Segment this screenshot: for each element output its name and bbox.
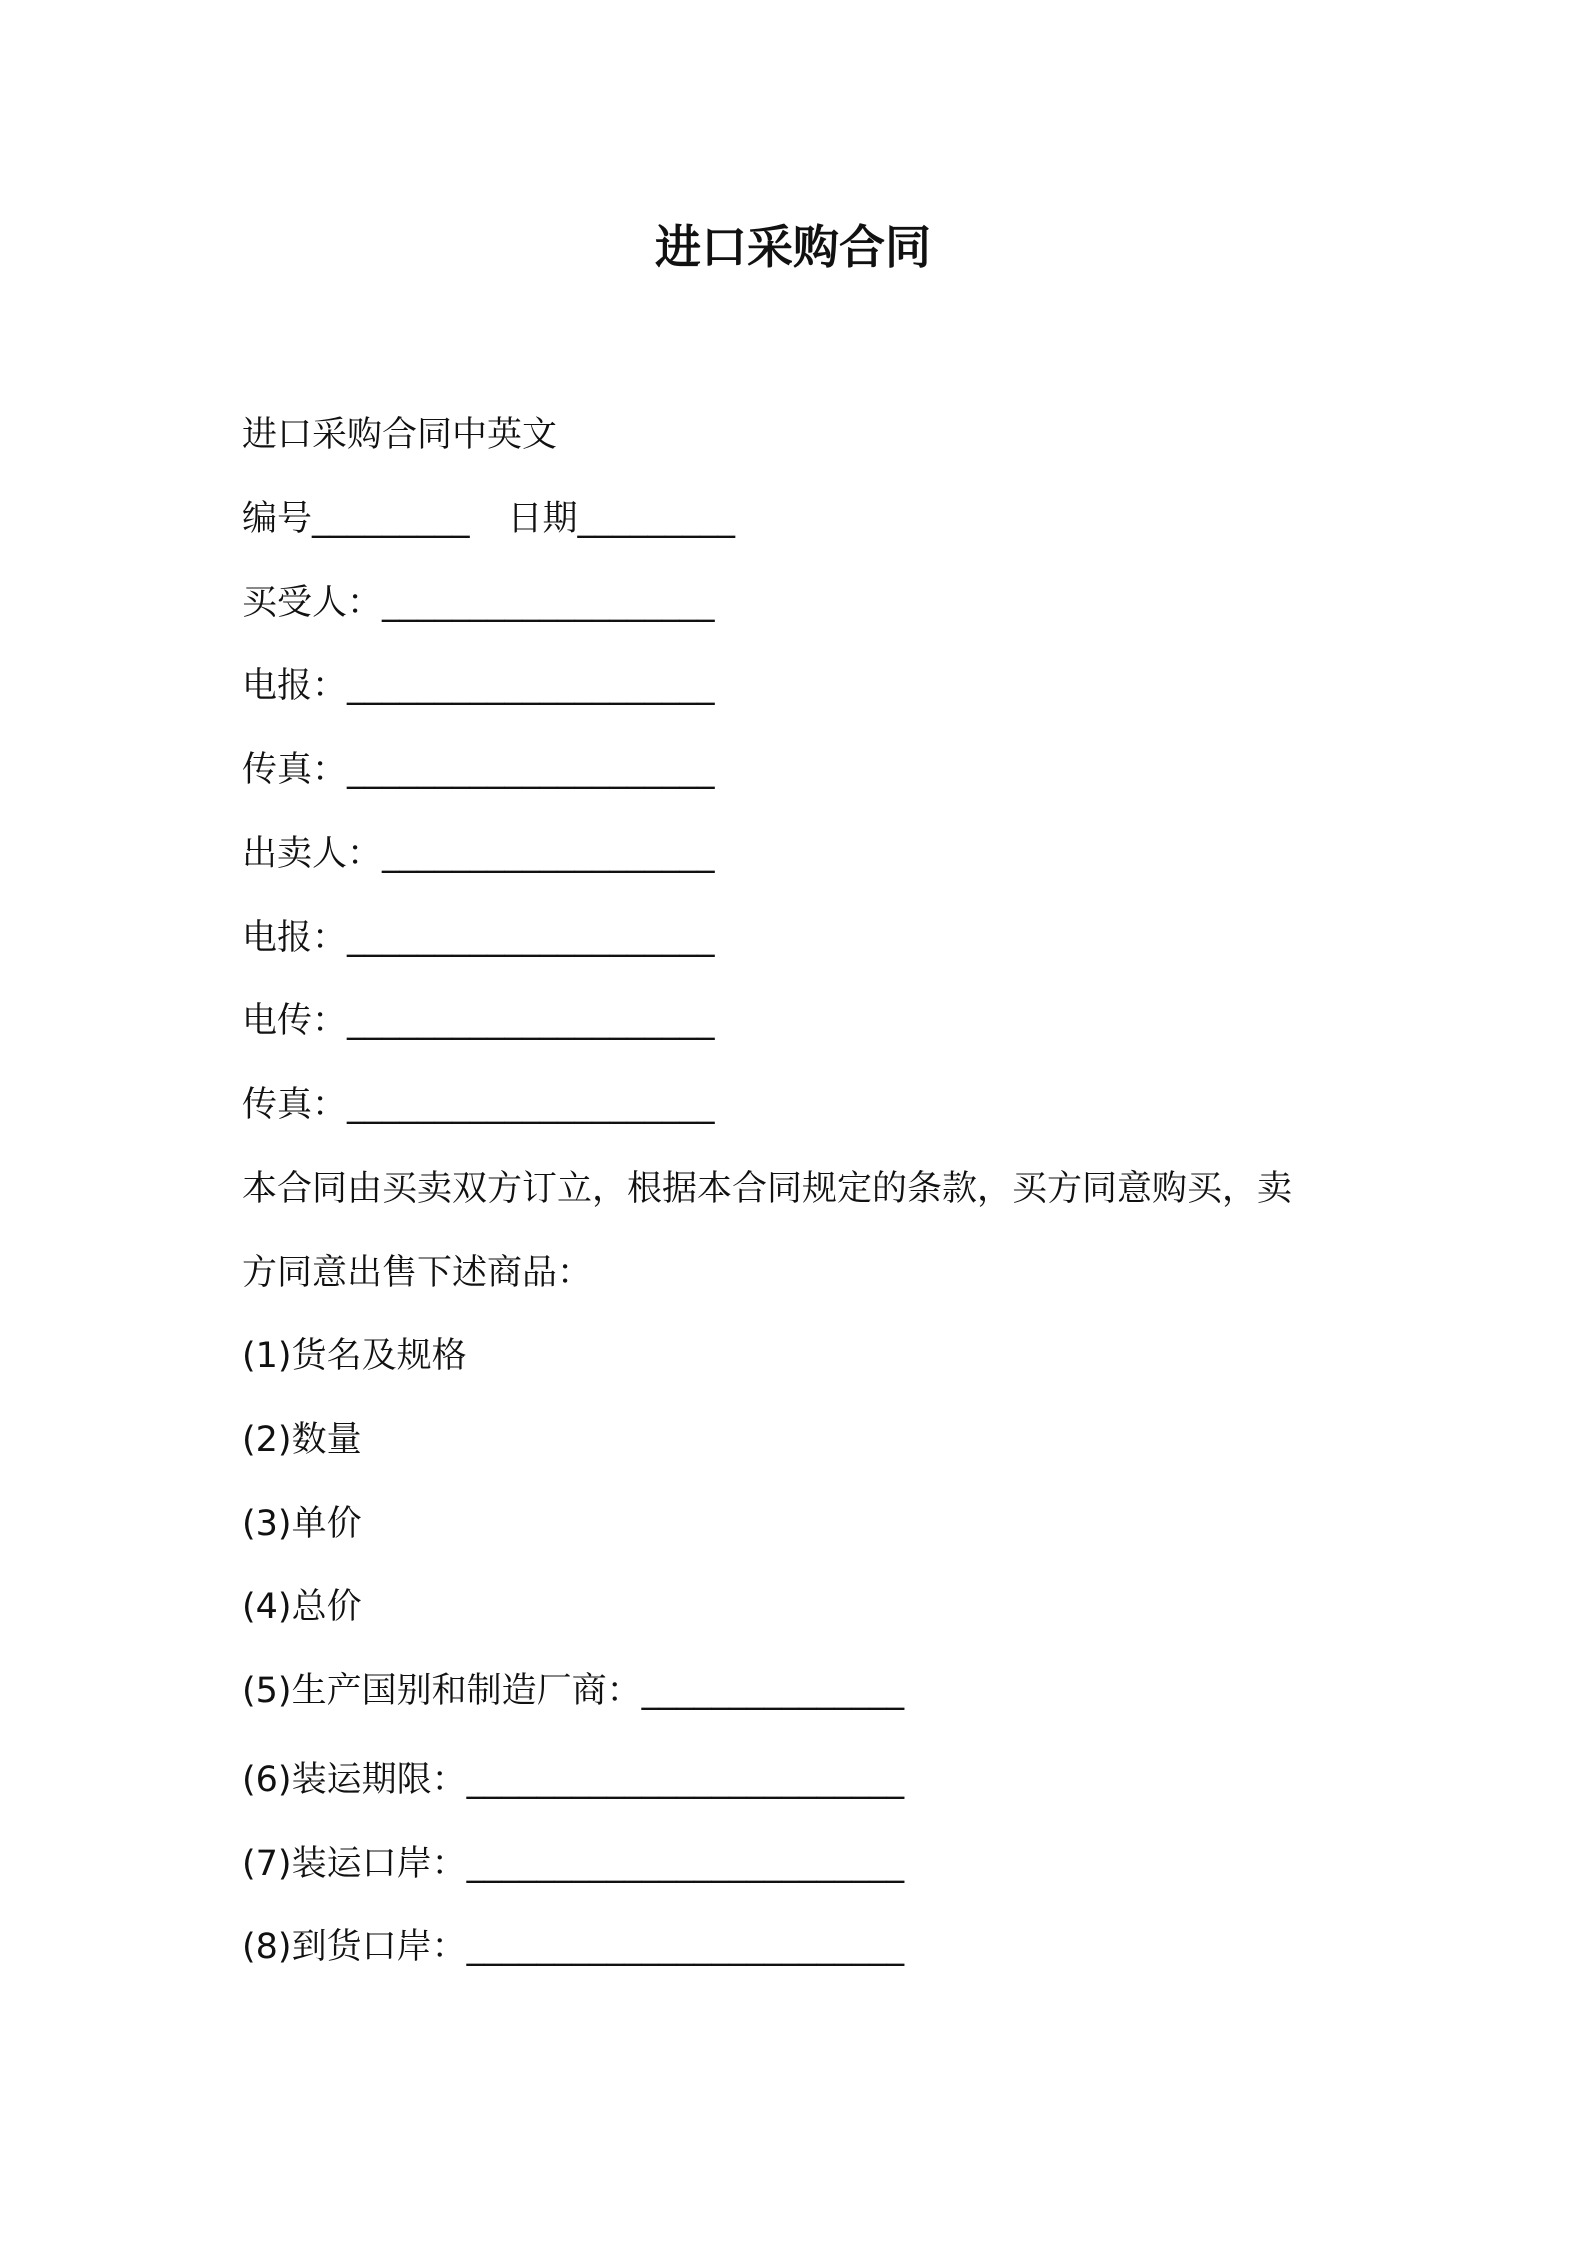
seller-telegram-field: 电报：_____________________ — [242, 918, 715, 958]
seller-fax-field: 传真：_____________________ — [242, 1085, 715, 1125]
buyer-telegram-field: 电报：_____________________ — [242, 666, 715, 706]
number-date-line — [242, 494, 735, 544]
item-shipment-period: (6)装运期限：_________________________ — [242, 1760, 905, 1800]
document-title: 进口采购合同 — [655, 220, 931, 274]
seller-telex-field: 电传：_____________________ — [242, 1001, 715, 1041]
item-port-of-destination: (8)到货口岸：_________________________ — [242, 1927, 905, 1967]
item-origin-manufacturer: (5)生产国别和制造厂商：_______________ — [242, 1671, 905, 1711]
contract-number-field: 编号_________ — [242, 499, 470, 539]
item-port-of-shipment: (7)装运口岸：_________________________ — [242, 1844, 905, 1884]
document-subtitle: 进口采购合同中英文 — [242, 415, 558, 455]
buyer-fax-field: 传真：_____________________ — [242, 750, 715, 790]
intro-paragraph-line-1: 本合同由买卖双方订立，根据本合同规定的条款，买方同意购买，卖 — [242, 1169, 1293, 1209]
contract-date-field: 日期_________ — [507, 499, 736, 539]
item-goods-spec: (1)货名及规格 — [242, 1336, 467, 1376]
buyer-name-field: 买受人：___________________ — [242, 583, 715, 623]
item-quantity: (2)数量 — [242, 1420, 362, 1460]
seller-name-field: 出卖人：___________________ — [242, 834, 715, 874]
intro-paragraph-line-2: 方同意出售下述商品： — [242, 1253, 593, 1293]
item-total-price: (4)总价 — [242, 1587, 362, 1627]
item-unit-price: (3)单价 — [242, 1504, 362, 1544]
